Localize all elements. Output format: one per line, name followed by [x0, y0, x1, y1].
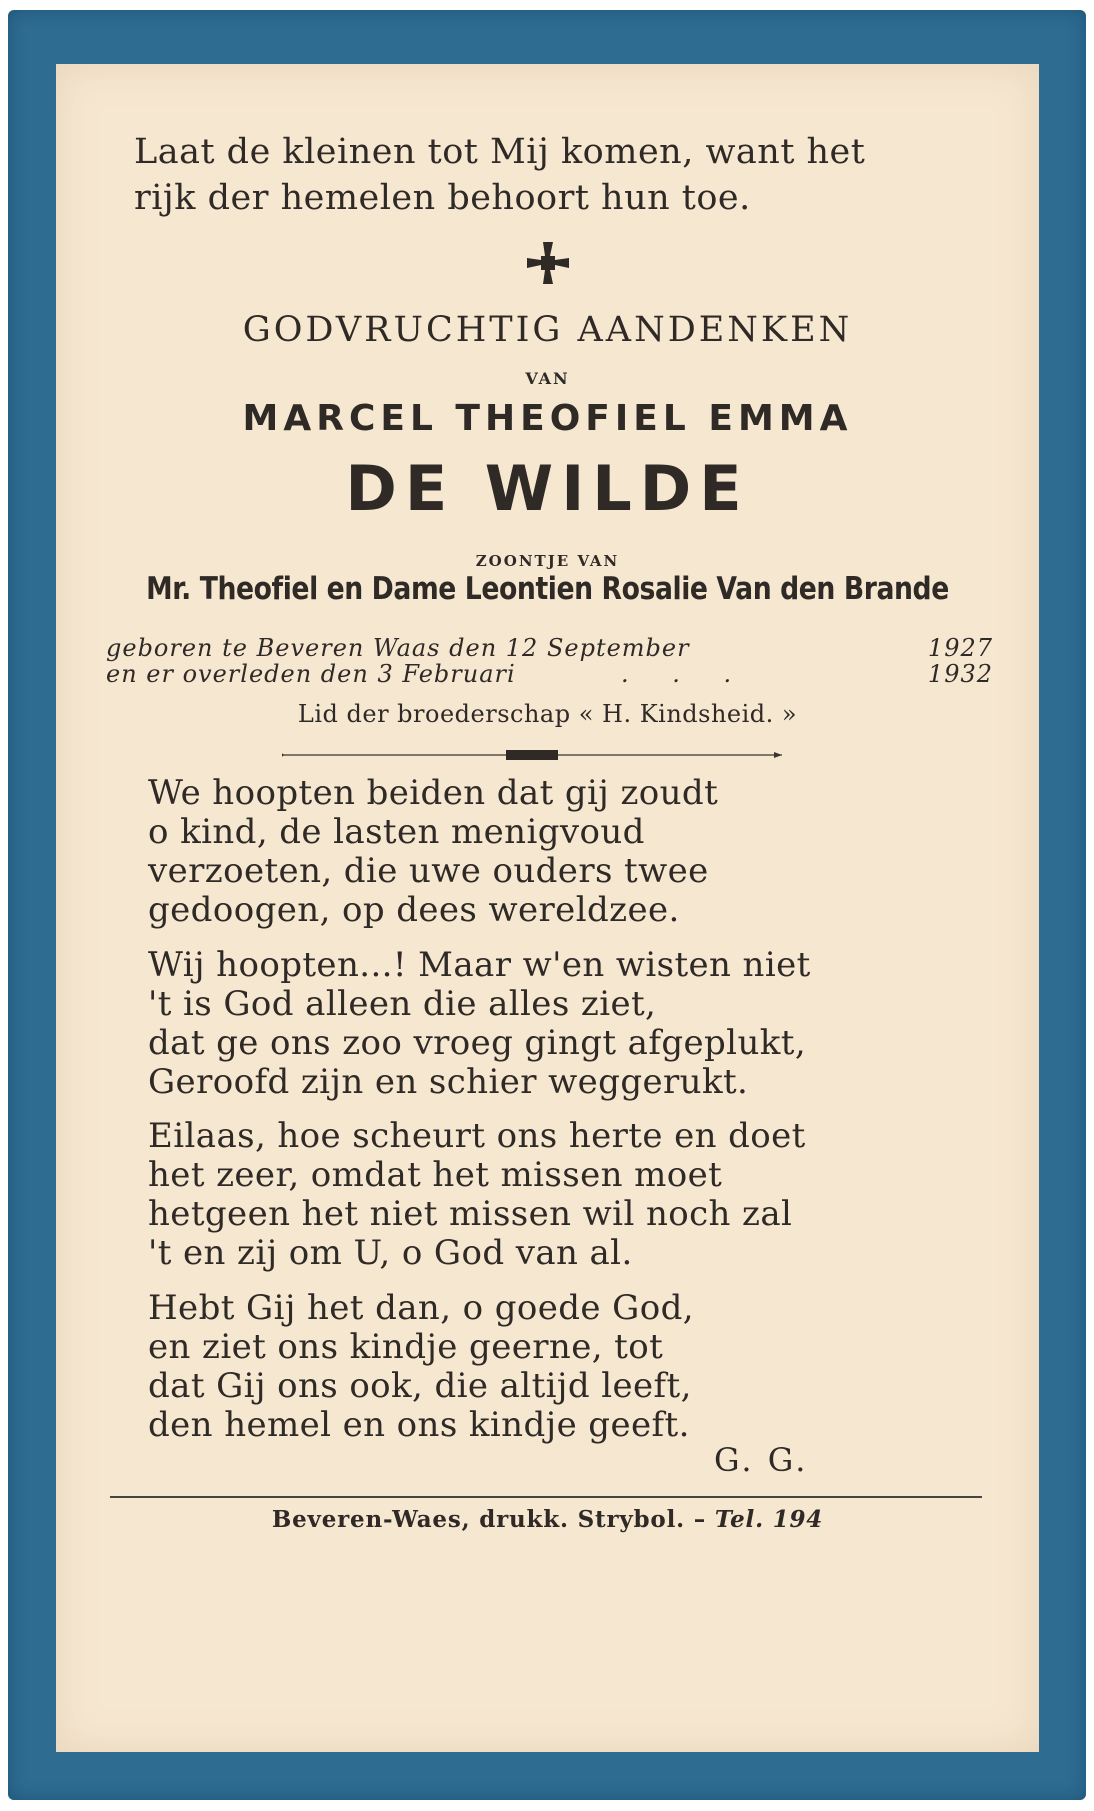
poem-line: 't en zij om U, o God van al. [148, 1233, 633, 1273]
poem-line: verzoeten, die uwe ouders twee [148, 851, 709, 891]
memorial-card [56, 64, 1039, 1752]
death-statement: en er overleden den 3 Februari [106, 660, 516, 688]
birth-statement: geboren te Beveren Waas den 12 September [106, 634, 690, 662]
poem-line: We hoopten beiden dat gij zoudt [148, 773, 719, 813]
poem-line: o kind, de lasten menigvoud [148, 812, 645, 852]
poem-line: het zeer, omdat het missen moet [148, 1155, 723, 1195]
birth-year: 1927 [927, 634, 993, 662]
death-year: 1932 [927, 660, 993, 688]
given-names: MARCEL THEOFIEL EMMA [242, 398, 853, 439]
ornamental-rule [282, 748, 782, 762]
printer-telephone: Tel. 194 [714, 1506, 824, 1533]
poem-line: Eilaas, hoe scheurt ons herte en doet [148, 1116, 806, 1156]
son-of-label: ZOONTJE VAN [475, 552, 620, 570]
poem-line: dat ge ons zoo vroeg gingt afgeplukt, [148, 1023, 807, 1063]
epigraph-line-2: rijk der hemelen behoort hun toe. [134, 178, 751, 218]
poem-line: gedoogen, op dees wereldzee. [148, 890, 680, 930]
poem-line: Wij hoopten...! Maar w'en wisten niet [148, 945, 811, 985]
footer-divider [110, 1496, 982, 1498]
printer-imprint [56, 1506, 1039, 1533]
poem-line: den hemel en ons kindje geeft. [148, 1405, 690, 1445]
van-label: VAN [525, 369, 570, 388]
author-initials: G. G. [714, 1441, 809, 1479]
poem-stanza-4 [148, 1289, 694, 1445]
poem-line: hetgeen het niet missen wil noch zal [148, 1194, 793, 1234]
printer-name: Beveren-Waes, drukk. Strybol. – [271, 1506, 707, 1533]
poem-line: Hebt Gij het dan, o goede God, [148, 1288, 694, 1328]
epigraph [134, 129, 865, 221]
memorial-card-border [8, 10, 1086, 1800]
memorial-title: GODVRUCHTIG AANDENKEN [242, 310, 853, 350]
poem-stanza-3 [148, 1117, 806, 1273]
surname: DE WILDE [345, 452, 750, 525]
poem-stanza-2 [148, 946, 811, 1102]
epigraph-line-1: Laat de kleinen tot Mij komen, want het [134, 132, 866, 172]
cross-icon [524, 239, 572, 287]
parents-names: Mr. Theofiel en Dame Leontien Rosalie Van den Brande [146, 571, 949, 607]
poem-stanza-1 [148, 774, 718, 930]
poem-line: Geroofd zijn en schier weggerukt. [148, 1062, 749, 1102]
leader-dots: . . . [621, 660, 750, 688]
poem-line: dat Gij ons ook, die altijd leeft, [148, 1366, 692, 1406]
poem-line: en ziet ons kindje geerne, tot [148, 1327, 664, 1367]
brotherhood-membership: Lid der broederschap « H. Kindsheid. » [297, 700, 798, 728]
poem-line: 't is God alleen die alles ziet, [148, 984, 657, 1024]
